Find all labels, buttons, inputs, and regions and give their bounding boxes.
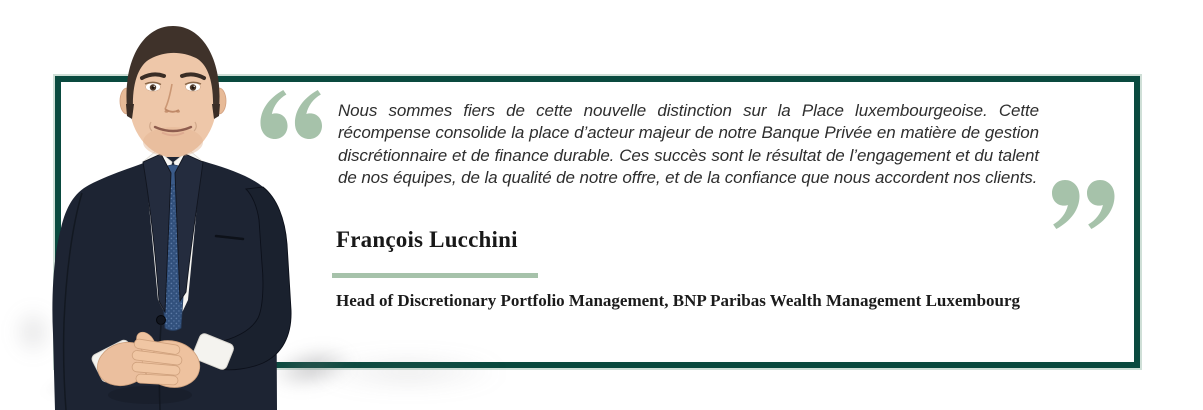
- accent-underline: [332, 273, 538, 278]
- portrait-photo: [20, 12, 340, 410]
- author-name: François Lucchini: [336, 227, 518, 252]
- author-title: Head of Discretionary Portfolio Management, BNP Paribas Wealth Management Luxembourg: [336, 291, 1021, 310]
- close-quote-icon: [1052, 180, 1117, 229]
- quote-text: Nous sommes fiers de cette nouvelle distinction sur la Place luxembourgeoise. Cette récompense consolide la place d’acteur majeur de notre Banque Privée en matière de gestion discrétionnaire et de finance durable. Ces succès sont le résultat de l’engagement et du talent de nos équipes, de la qualité de notre offre, et de la confiance que nous accordent nos clients.: [338, 101, 1039, 188]
